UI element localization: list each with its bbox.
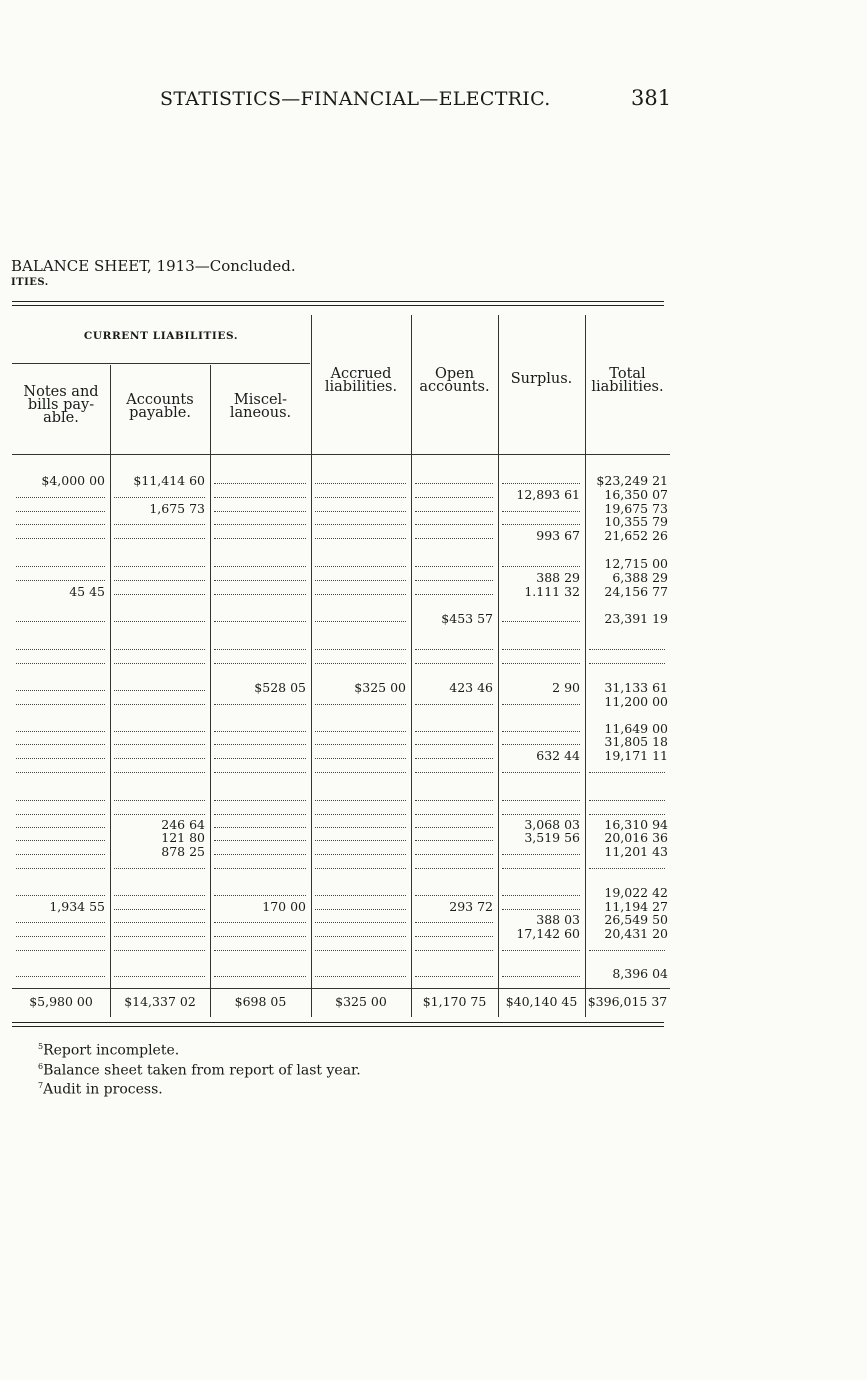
bottom-rule-2 — [12, 1026, 664, 1027]
dot-leader — [415, 640, 493, 650]
dot-leader — [214, 886, 306, 896]
dot-leader — [315, 749, 406, 759]
dot-leader — [589, 859, 665, 869]
group-header-underline — [12, 363, 310, 364]
table-cell: 3,068 03 — [524, 817, 580, 832]
dot-leader — [502, 735, 580, 745]
dot-leader — [114, 695, 205, 705]
dot-leader — [502, 515, 580, 525]
dot-leader — [415, 967, 493, 977]
table-cell: $4,000 00 — [41, 473, 105, 488]
table-cell: 23,391 19 — [604, 611, 668, 626]
dot-leader — [16, 859, 105, 869]
dot-leader — [415, 735, 493, 745]
dot-leader — [16, 735, 105, 745]
dot-leader — [214, 640, 306, 650]
column-divider — [110, 365, 111, 1017]
table-cell: 388 03 — [536, 912, 580, 927]
dot-leader — [114, 488, 205, 498]
dot-leader — [214, 967, 306, 977]
table-cell: 11,200 00 — [604, 694, 668, 709]
dot-leader — [502, 941, 580, 951]
dot-leader — [415, 722, 493, 732]
footnote: $^5$Report incomplete. — [38, 1042, 180, 1059]
table-cell: 17,142 60 — [516, 926, 580, 941]
dot-leader — [214, 913, 306, 923]
dot-leader — [315, 529, 406, 539]
dot-leader — [114, 735, 205, 745]
dot-leader — [214, 735, 306, 745]
table-cell: 16,310 94 — [604, 817, 668, 832]
table-cell: 8,396 04 — [612, 966, 668, 981]
dot-leader — [315, 859, 406, 869]
table-cell: $11,414 60 — [133, 473, 205, 488]
dot-leader — [502, 845, 580, 855]
dot-leader — [315, 557, 406, 567]
dot-leader — [502, 695, 580, 705]
dot-leader — [16, 886, 105, 896]
dot-leader — [415, 831, 493, 841]
dot-leader — [214, 805, 306, 815]
dot-leader — [315, 585, 406, 595]
dot-leader — [315, 941, 406, 951]
dot-leader — [16, 805, 105, 815]
dot-leader — [415, 529, 493, 539]
dot-leader — [415, 913, 493, 923]
dot-leader — [214, 941, 306, 951]
dot-leader — [114, 791, 205, 801]
dot-leader — [415, 502, 493, 512]
column-divider — [498, 315, 499, 1017]
dot-leader — [415, 845, 493, 855]
table-cell: 19,171 11 — [604, 748, 668, 763]
dot-leader — [214, 749, 306, 759]
dot-leader — [114, 749, 205, 759]
dot-leader — [415, 557, 493, 567]
dot-leader — [315, 927, 406, 937]
dot-leader — [502, 502, 580, 512]
dot-leader — [214, 585, 306, 595]
dot-leader — [589, 654, 665, 664]
dot-leader — [502, 967, 580, 977]
bottom-rule — [12, 1022, 664, 1023]
page-number: 381 — [631, 86, 672, 110]
dot-leader — [315, 474, 406, 484]
header-bottom-line — [12, 454, 670, 455]
dot-leader — [16, 818, 105, 828]
dot-leader — [214, 571, 306, 581]
table-cell: 632 44 — [536, 748, 580, 763]
dot-leader — [502, 640, 580, 650]
dot-leader — [114, 927, 205, 937]
table-cell: 993 67 — [536, 528, 580, 543]
dot-leader — [315, 640, 406, 650]
dot-leader — [415, 749, 493, 759]
dot-leader — [16, 722, 105, 732]
dot-leader — [315, 831, 406, 841]
column-divider — [411, 315, 412, 1017]
top-rule-2 — [12, 305, 664, 306]
table-cell: 878 25 — [161, 844, 205, 859]
dot-leader — [16, 557, 105, 567]
table-cell: 2 90 — [552, 680, 580, 695]
table-cell: 24,156 77 — [604, 584, 668, 599]
dot-leader — [315, 913, 406, 923]
column-divider — [210, 365, 211, 1017]
column-header-misc: Miscel- laneous. — [229, 392, 292, 421]
column-divider — [585, 315, 586, 1017]
table-cell: 31,133 61 — [604, 680, 668, 695]
total-surplus: $40,140 45 — [505, 994, 578, 1009]
dot-leader — [214, 612, 306, 622]
table-cell: 1,675 73 — [149, 501, 205, 516]
table-cell: $528 05 — [254, 680, 306, 695]
dot-leader — [315, 488, 406, 498]
table-caption: BALANCE SHEET, 1913—Concluded. — [11, 257, 296, 275]
dot-leader — [502, 557, 580, 567]
dot-leader — [415, 474, 493, 484]
table-caption-fragment: ITIES. — [11, 277, 49, 288]
column-header-notes: Notes and bills pay- able. — [23, 384, 99, 426]
dot-leader — [315, 805, 406, 815]
table-cell: 16,350 07 — [604, 487, 668, 502]
total-accrued: $325 00 — [335, 994, 387, 1009]
dot-leader — [415, 488, 493, 498]
dot-leader — [589, 805, 665, 815]
dot-leader — [114, 941, 205, 951]
dot-leader — [16, 913, 105, 923]
table-cell: 121 80 — [161, 830, 205, 845]
dot-leader — [16, 612, 105, 622]
dot-leader — [315, 967, 406, 977]
dot-leader — [114, 515, 205, 525]
dot-leader — [214, 845, 306, 855]
table-cell: $23,249 21 — [596, 473, 668, 488]
table-cell: 246 64 — [161, 817, 205, 832]
table-cell: 45 45 — [69, 584, 105, 599]
dot-leader — [16, 831, 105, 841]
running-head: STATISTICS—FINANCIAL—ELECTRIC. — [160, 88, 551, 110]
dot-leader — [415, 927, 493, 937]
dot-leader — [214, 654, 306, 664]
dot-leader — [315, 818, 406, 828]
dot-leader — [415, 859, 493, 869]
dot-leader — [16, 791, 105, 801]
column-header-total: Total liabilities. — [591, 366, 664, 395]
footnote: $^7$Audit in process. — [38, 1081, 163, 1098]
dot-leader — [214, 763, 306, 773]
dot-leader — [315, 695, 406, 705]
group-header-current-liabilities: CURRENT LIABILITIES. — [83, 330, 239, 342]
dot-leader — [214, 488, 306, 498]
dot-leader — [114, 763, 205, 773]
dot-leader — [214, 818, 306, 828]
total-total: $396,015 37 — [587, 994, 668, 1009]
dot-leader — [114, 886, 205, 896]
dot-leader — [502, 612, 580, 622]
dot-leader — [415, 585, 493, 595]
dot-leader — [214, 722, 306, 732]
table-cell: 12,893 61 — [516, 487, 580, 502]
table-cell: 19,022 42 — [604, 885, 668, 900]
table-cell: 12,715 00 — [604, 556, 668, 571]
dot-leader — [114, 681, 205, 691]
table-cell: 11,649 00 — [604, 721, 668, 736]
dot-leader — [315, 502, 406, 512]
dot-leader — [315, 735, 406, 745]
table-cell: $325 00 — [354, 680, 406, 695]
dot-leader — [315, 515, 406, 525]
dot-leader — [114, 612, 205, 622]
dot-leader — [214, 515, 306, 525]
dot-leader — [415, 695, 493, 705]
total-accounts: $14,337 02 — [124, 994, 196, 1009]
dot-leader — [589, 640, 665, 650]
table-cell: 293 72 — [449, 899, 493, 914]
column-header-accounts: Accounts payable. — [126, 392, 194, 421]
dot-leader — [315, 763, 406, 773]
dot-leader — [16, 927, 105, 937]
dot-leader — [502, 900, 580, 910]
column-divider — [311, 315, 312, 1017]
table-cell: 3,519 56 — [524, 830, 580, 845]
dot-leader — [502, 805, 580, 815]
table-cell: 1,934 55 — [49, 899, 105, 914]
dot-leader — [214, 529, 306, 539]
table-cell: 170 00 — [262, 899, 306, 914]
top-rule — [12, 301, 664, 302]
dot-leader — [214, 502, 306, 512]
dot-leader — [16, 749, 105, 759]
dot-leader — [214, 557, 306, 567]
dot-leader — [114, 859, 205, 869]
dot-leader — [16, 640, 105, 650]
table-cell: 11,201 43 — [604, 844, 668, 859]
dot-leader — [315, 886, 406, 896]
dot-leader — [502, 859, 580, 869]
dot-leader — [415, 763, 493, 773]
dot-leader — [315, 845, 406, 855]
dot-leader — [315, 612, 406, 622]
column-header-open: Open accounts. — [419, 366, 490, 395]
dot-leader — [502, 722, 580, 732]
dot-leader — [16, 845, 105, 855]
dot-leader — [114, 654, 205, 664]
dot-leader — [315, 722, 406, 732]
table-cell: 21,652 26 — [604, 528, 668, 543]
dot-leader — [589, 941, 665, 951]
total-misc: $698 05 — [234, 994, 287, 1009]
table-cell: 423 46 — [449, 680, 493, 695]
table-cell: 388 29 — [536, 570, 580, 585]
dot-leader — [502, 886, 580, 896]
dot-leader — [16, 502, 105, 512]
dot-leader — [315, 900, 406, 910]
table-cell: 19,675 73 — [604, 501, 668, 516]
dot-leader — [214, 474, 306, 484]
dot-leader — [214, 859, 306, 869]
dot-leader — [502, 763, 580, 773]
dot-leader — [214, 695, 306, 705]
dot-leader — [16, 763, 105, 773]
dot-leader — [114, 571, 205, 581]
dot-leader — [16, 515, 105, 525]
dot-leader — [502, 654, 580, 664]
dot-leader — [114, 913, 205, 923]
table-cell: 10,355 79 — [604, 514, 668, 529]
table-cell: 20,431 20 — [604, 926, 668, 941]
dot-leader — [16, 488, 105, 498]
dot-leader — [114, 585, 205, 595]
dot-leader — [16, 529, 105, 539]
dot-leader — [214, 791, 306, 801]
dot-leader — [16, 695, 105, 705]
footnotes — [38, 1039, 361, 1098]
dot-leader — [16, 681, 105, 691]
dot-leader — [315, 791, 406, 801]
totals-top-line — [12, 988, 670, 989]
dot-leader — [214, 831, 306, 841]
dot-leader — [114, 529, 205, 539]
footnote: $^6$Balance sheet taken from report of last year. — [38, 1061, 361, 1079]
total-open: $1,170 75 — [422, 994, 487, 1009]
dot-leader — [315, 571, 406, 581]
dot-leader — [415, 886, 493, 896]
dot-leader — [114, 640, 205, 650]
dot-leader — [502, 791, 580, 801]
dot-leader — [415, 818, 493, 828]
dot-leader — [415, 654, 493, 664]
table-cell: 31,805 18 — [604, 734, 668, 749]
column-header-surplus: Surplus. — [510, 371, 573, 387]
dot-leader — [114, 805, 205, 815]
table-cell: 1.111 32 — [524, 584, 580, 599]
dot-leader — [415, 571, 493, 581]
dot-leader — [214, 927, 306, 937]
table-cell: $453 57 — [441, 611, 493, 626]
table-cell: 20,016 36 — [604, 830, 668, 845]
dot-leader — [16, 654, 105, 664]
dot-leader — [589, 791, 665, 801]
dot-leader — [415, 515, 493, 525]
dot-leader — [502, 474, 580, 484]
total-notes: $5,980 00 — [29, 994, 93, 1009]
dot-leader — [415, 941, 493, 951]
dot-leader — [16, 967, 105, 977]
dot-leader — [589, 763, 665, 773]
dot-leader — [415, 805, 493, 815]
dot-leader — [114, 722, 205, 732]
dot-leader — [16, 571, 105, 581]
dot-leader — [16, 941, 105, 951]
table-cell: 11,194 27 — [604, 899, 668, 914]
column-header-accrued: Accrued liabilities. — [324, 366, 398, 395]
table-cell: 6,388 29 — [612, 570, 668, 585]
dot-leader — [315, 654, 406, 664]
dot-leader — [114, 967, 205, 977]
dot-leader — [114, 557, 205, 567]
dot-leader — [415, 791, 493, 801]
table-cell: 26,549 50 — [604, 912, 668, 927]
dot-leader — [114, 900, 205, 910]
